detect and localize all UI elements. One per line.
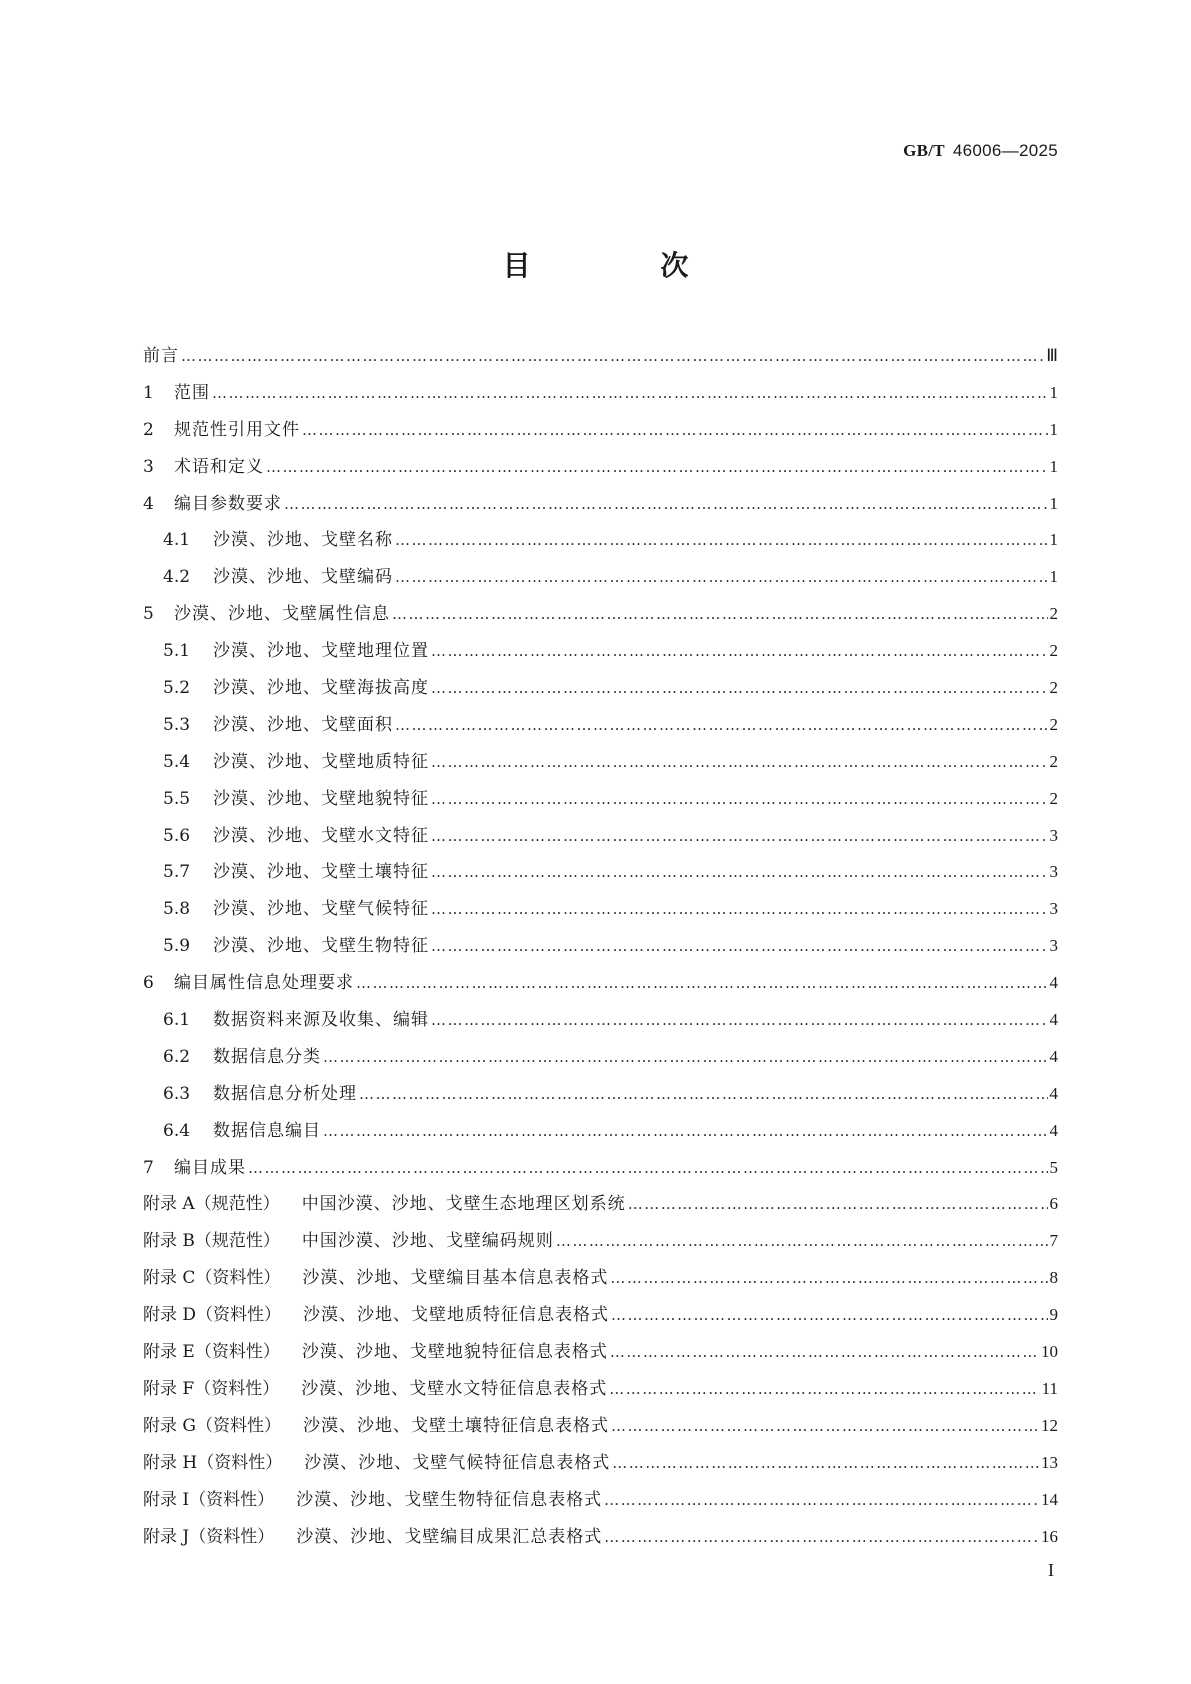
toc-entry-page: 3 xyxy=(1049,825,1058,845)
toc-entry-title: 数据信息分类 xyxy=(213,1046,321,1067)
toc-entry-number: 6 xyxy=(143,973,154,994)
toc-entry[interactable] xyxy=(143,528,1058,565)
toc-entry-page: 1 xyxy=(1049,493,1058,513)
toc-dot-leader xyxy=(395,565,1048,589)
toc-entry[interactable] xyxy=(143,1266,1058,1303)
toc-dot-leader xyxy=(181,344,1044,368)
toc-entry-page: 3 xyxy=(1049,899,1058,919)
toc-entry-number: 5.3 xyxy=(163,714,191,735)
toc-entry-number: 附录 H（资料性） xyxy=(143,1452,283,1473)
toc-entry-title: 沙漠、沙地、戈壁地质特征 xyxy=(213,751,429,772)
toc-entry-number: 5.8 xyxy=(163,899,191,920)
toc-entry-page: 1 xyxy=(1049,530,1058,550)
toc-entry-page: 2 xyxy=(1049,604,1058,624)
toc-entry[interactable] xyxy=(143,1340,1058,1377)
toc-entry-page: 14 xyxy=(1041,1489,1058,1509)
toc-entry[interactable] xyxy=(143,750,1058,787)
standard-code xyxy=(903,141,1058,161)
toc-entry-title: 沙漠、沙地、戈壁水文特征信息表格式 xyxy=(301,1378,608,1399)
toc-entry[interactable] xyxy=(143,1451,1058,1488)
toc-entry-title: 中国沙漠、沙地、戈壁生态地理区划系统 xyxy=(301,1194,626,1215)
toc-entry-title: 沙漠、沙地、戈壁气候特征信息表格式 xyxy=(304,1452,611,1473)
toc-entry[interactable] xyxy=(143,565,1058,602)
toc-dot-leader xyxy=(323,1119,1048,1143)
toc-dot-leader xyxy=(431,676,1048,700)
toc-dot-leader xyxy=(431,824,1048,848)
toc-entry[interactable] xyxy=(143,455,1058,492)
toc-dot-leader xyxy=(431,639,1048,663)
standard-number: 46006—2025 xyxy=(952,141,1058,160)
toc-entry-title: 中国沙漠、沙地、戈壁编码规则 xyxy=(301,1231,554,1252)
toc-entry-number: 5.5 xyxy=(163,788,191,809)
toc-entry[interactable] xyxy=(143,344,1058,381)
toc-entry[interactable] xyxy=(143,602,1058,639)
toc-entry[interactable] xyxy=(143,713,1058,750)
toc-dot-leader xyxy=(248,1156,1048,1180)
toc-entry[interactable] xyxy=(143,897,1058,934)
toc-entry-page: 4 xyxy=(1049,1010,1058,1030)
toc-dot-leader xyxy=(284,492,1048,516)
toc-entry-page: 11 xyxy=(1041,1378,1058,1398)
toc-dot-leader xyxy=(612,1451,1039,1475)
toc-entry-number: 5.9 xyxy=(163,936,191,957)
toc-entry-page: 2 xyxy=(1049,641,1058,661)
toc-entry[interactable] xyxy=(143,1119,1058,1156)
toc-dot-leader xyxy=(431,1008,1048,1032)
toc-entry-title: 沙漠、沙地、戈壁土壤特征 xyxy=(213,862,429,883)
toc-dot-leader xyxy=(609,1377,1039,1401)
toc-entry-page: 1 xyxy=(1049,456,1058,476)
toc-dot-leader xyxy=(604,1525,1039,1549)
toc-entry-page: 1 xyxy=(1049,567,1058,587)
toc-dot-leader xyxy=(266,455,1048,479)
toc-dot-leader xyxy=(610,1340,1039,1364)
toc-entry-number: 5.1 xyxy=(163,641,191,662)
toc-entry-number: 附录 F（资料性） xyxy=(143,1378,280,1399)
toc-entry-title: 数据信息编目 xyxy=(213,1120,321,1141)
toc-entry[interactable] xyxy=(143,1082,1058,1119)
toc-entry-title: 沙漠、沙地、戈壁海拔高度 xyxy=(213,678,429,699)
toc-entry-page: 4 xyxy=(1049,1083,1058,1103)
toc-entry-title: 沙漠、沙地、戈壁面积 xyxy=(213,714,393,735)
toc-dot-leader xyxy=(395,713,1048,737)
toc-entry-title: 范围 xyxy=(174,382,210,403)
toc-entry-number: 附录 J（资料性） xyxy=(143,1526,275,1547)
toc-entry-number: 5.6 xyxy=(163,825,191,846)
toc-entry-title: 沙漠、沙地、戈壁地貌特征 xyxy=(213,788,429,809)
toc-entry-number: 5.7 xyxy=(163,862,191,883)
toc-entry[interactable] xyxy=(143,676,1058,713)
toc-entry-title: 数据资料来源及收集、编辑 xyxy=(213,1010,429,1031)
toc-entry[interactable] xyxy=(143,1045,1058,1082)
toc-dot-leader xyxy=(556,1229,1048,1253)
toc-dot-leader xyxy=(395,528,1048,552)
toc-entry-number: 4.1 xyxy=(163,530,191,551)
toc-entry-title: 沙漠、沙地、戈壁名称 xyxy=(213,530,393,551)
toc-entry-page: 8 xyxy=(1049,1268,1058,1288)
toc-entry-page: 13 xyxy=(1041,1452,1058,1472)
toc-entry-title: 前言 xyxy=(143,346,179,366)
toc-dot-leader xyxy=(323,1045,1048,1069)
toc-entry[interactable] xyxy=(143,639,1058,676)
toc-entry-page: 1 xyxy=(1049,382,1058,402)
standard-prefix: GB/T xyxy=(903,141,945,160)
toc-entry-number: 2 xyxy=(143,419,154,440)
toc-entry-title: 术语和定义 xyxy=(174,456,264,477)
toc-dot-leader xyxy=(431,750,1048,774)
toc-entry-page: 2 xyxy=(1049,714,1058,734)
toc-entry-number: 附录 E（资料性） xyxy=(143,1342,280,1363)
toc-entry-title: 编目参数要求 xyxy=(174,493,282,514)
toc-dot-leader xyxy=(611,1303,1047,1327)
toc-entry-number: 7 xyxy=(143,1157,154,1178)
toc-dot-leader xyxy=(302,418,1048,442)
toc-entry-number: 5 xyxy=(143,604,154,625)
toc-entry[interactable] xyxy=(143,971,1058,1008)
toc-dot-leader xyxy=(431,787,1048,811)
toc-entry-number: 1 xyxy=(143,382,154,403)
table-of-contents xyxy=(143,344,1058,1561)
toc-entry[interactable] xyxy=(143,1008,1058,1045)
toc-entry-page: 1 xyxy=(1049,419,1058,439)
toc-entry-number: 附录 G（资料性） xyxy=(143,1415,281,1436)
toc-entry-page: 2 xyxy=(1049,788,1058,808)
toc-entry-page: Ⅲ xyxy=(1046,346,1058,365)
toc-entry-page: 3 xyxy=(1049,862,1058,882)
toc-entry[interactable] xyxy=(143,860,1058,897)
toc-entry[interactable] xyxy=(143,1525,1058,1562)
toc-dot-leader xyxy=(628,1192,1048,1216)
toc-entry-title: 沙漠、沙地、戈壁生物特征信息表格式 xyxy=(296,1489,603,1510)
toc-entry-page: 10 xyxy=(1041,1342,1058,1362)
toc-entry-title: 编目属性信息处理要求 xyxy=(174,973,354,994)
toc-entry[interactable] xyxy=(143,1156,1058,1193)
toc-entry[interactable] xyxy=(143,1377,1058,1414)
toc-entry-page: 5 xyxy=(1049,1157,1058,1177)
toc-entry-title: 沙漠、沙地、戈壁地理位置 xyxy=(213,641,429,662)
toc-dot-leader xyxy=(604,1488,1039,1512)
toc-entry-page: 2 xyxy=(1049,678,1058,698)
toc-entry-number: 附录 C（资料性） xyxy=(143,1268,281,1289)
toc-entry-title: 沙漠、沙地、戈壁生物特征 xyxy=(213,936,429,957)
toc-entry-page: 16 xyxy=(1041,1526,1058,1546)
toc-entry-page: 4 xyxy=(1049,973,1058,993)
toc-entry[interactable] xyxy=(143,381,1058,418)
toc-entry-number: 5.2 xyxy=(163,678,191,699)
toc-entry-number: 6.4 xyxy=(163,1120,191,1141)
toc-entry-number: 附录 D（资料性） xyxy=(143,1305,282,1326)
toc-entry[interactable] xyxy=(143,934,1058,971)
toc-entry-number: 附录 A（规范性） xyxy=(143,1194,280,1215)
page-number: I xyxy=(1048,1560,1054,1580)
toc-entry-number: 附录 B（规范性） xyxy=(143,1231,280,1252)
toc-dot-leader xyxy=(356,971,1048,995)
toc-entry-title: 沙漠、沙地、戈壁水文特征 xyxy=(213,825,429,846)
toc-entry-title: 沙漠、沙地、戈壁地质特征信息表格式 xyxy=(303,1305,610,1326)
toc-entry-page: 4 xyxy=(1049,1046,1058,1066)
toc-entry[interactable] xyxy=(143,1192,1058,1229)
toc-entry[interactable] xyxy=(143,824,1058,861)
toc-entry-number: 6.3 xyxy=(163,1083,191,1104)
toc-entry-title: 沙漠、沙地、戈壁地貌特征信息表格式 xyxy=(301,1342,608,1363)
toc-entry-title: 沙漠、沙地、戈壁编码 xyxy=(213,567,393,588)
toc-dot-leader xyxy=(431,934,1048,958)
toc-entry[interactable] xyxy=(143,1303,1058,1340)
toc-entry[interactable] xyxy=(143,1488,1058,1525)
toc-entry-page: 7 xyxy=(1049,1231,1058,1251)
toc-entry-number: 6.1 xyxy=(163,1010,191,1031)
toc-entry-title: 沙漠、沙地、戈壁属性信息 xyxy=(174,604,390,625)
page-title: 目 次 xyxy=(502,249,749,282)
toc-entry-title: 沙漠、沙地、戈壁土壤特征信息表格式 xyxy=(302,1415,609,1436)
toc-entry[interactable] xyxy=(143,1229,1058,1266)
toc-entry-number: 3 xyxy=(143,456,154,477)
toc-entry-title: 沙漠、沙地、戈壁编目基本信息表格式 xyxy=(302,1268,609,1289)
toc-dot-leader xyxy=(431,860,1048,884)
toc-dot-leader xyxy=(359,1082,1048,1106)
toc-entry[interactable] xyxy=(143,418,1058,455)
toc-entry-page: 4 xyxy=(1049,1120,1058,1140)
toc-entry-number: 5.4 xyxy=(163,751,191,772)
toc-entry-title: 数据信息分析处理 xyxy=(213,1083,357,1104)
toc-entry-number: 4.2 xyxy=(163,567,191,588)
toc-dot-leader xyxy=(431,897,1048,921)
toc-entry-title: 规范性引用文件 xyxy=(174,419,300,440)
toc-entry-page: 2 xyxy=(1049,751,1058,771)
toc-entry-page: 9 xyxy=(1049,1305,1058,1325)
toc-entry-number: 6.2 xyxy=(163,1046,191,1067)
toc-entry[interactable] xyxy=(143,787,1058,824)
toc-entry-number: 附录 I（资料性） xyxy=(143,1489,275,1510)
toc-entry-title: 沙漠、沙地、戈壁气候特征 xyxy=(213,899,429,920)
toc-entry-title: 编目成果 xyxy=(174,1157,246,1178)
toc-entry-page: 3 xyxy=(1049,936,1058,956)
toc-entry-title: 沙漠、沙地、戈壁编目成果汇总表格式 xyxy=(296,1526,603,1547)
toc-dot-leader xyxy=(212,381,1048,405)
toc-entry-number: 4 xyxy=(143,493,154,514)
toc-entry-page: 12 xyxy=(1041,1415,1058,1435)
toc-dot-leader xyxy=(392,602,1048,626)
toc-dot-leader xyxy=(610,1266,1047,1290)
toc-entry-page: 6 xyxy=(1049,1194,1058,1214)
toc-dot-leader xyxy=(611,1414,1039,1438)
toc-entry[interactable] xyxy=(143,492,1058,529)
toc-entry[interactable] xyxy=(143,1414,1058,1451)
